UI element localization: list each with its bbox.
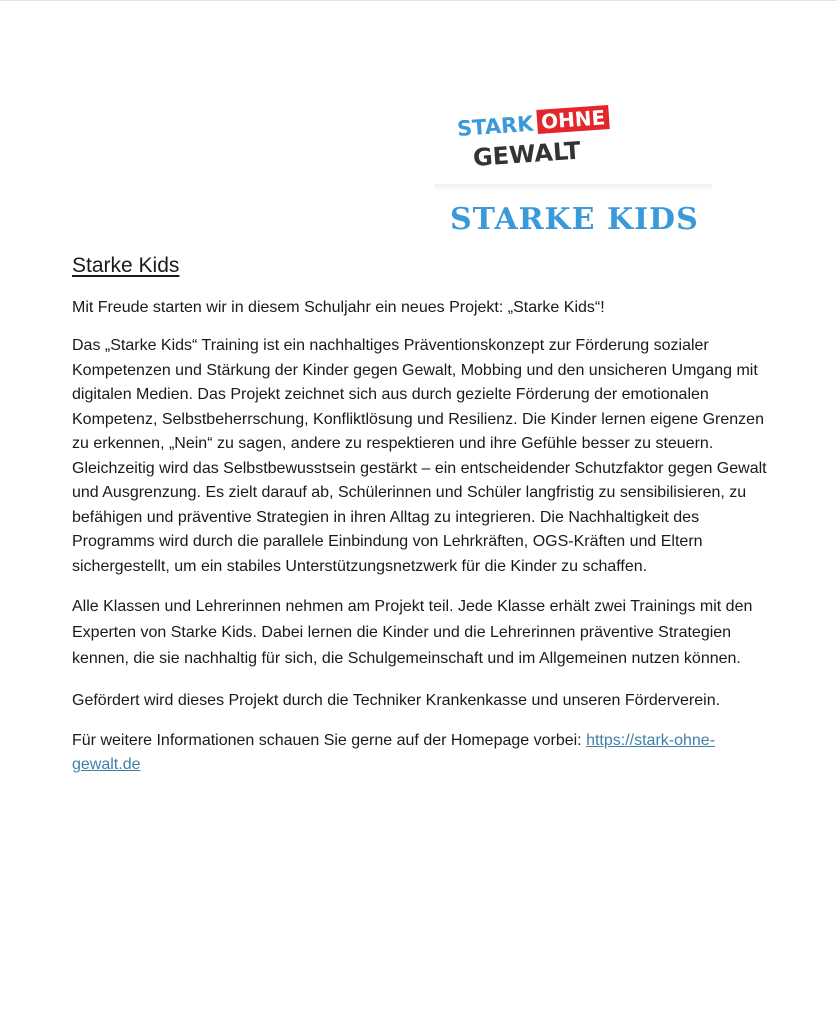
intro-paragraph: Mit Freude starten wir in diesem Schuljahr ein neues Projekt: „Starke Kids“! <box>72 299 605 316</box>
page-top-border <box>0 0 837 1</box>
info-text: Für weitere Informationen schauen Sie gerne auf der Homepage vorbei: <box>72 731 587 749</box>
document-body <box>72 296 772 778</box>
homepage-link[interactable]: https://stark-ohne-gewalt.de <box>72 731 716 773</box>
info-paragraph <box>72 729 772 778</box>
classes-paragraph: Alle Klassen und Lehrerinnen nehmen am Projekt teil. Jede Klasse erhält zwei Trainings mit den Experten von Starke Kids. Dabei lernen die Kinder und die Lehrerinnen präventive Strategien kennen, die sie nachhaltig für sich, die Schulgemeinschaft und im Allgemeinen nutzen können. <box>72 598 753 667</box>
logo-word-gewalt: GEWALT <box>472 136 582 172</box>
logo-word-ohne: OHNE <box>536 105 610 134</box>
logo-top-line <box>456 105 610 142</box>
funding-paragraph: Gefördert wird dieses Projekt durch die Techniker Krankenkasse und unseren Förderverein. <box>72 692 721 709</box>
stark-ohne-gewalt-logo <box>434 105 714 245</box>
logo-word-stark: STARK <box>456 111 535 142</box>
logo-subtitle-starke-kids: STARKE KIDS <box>450 202 699 237</box>
page-title: Starke Kids <box>72 254 180 277</box>
program-description-paragraph: Das „Starke Kids“ Training ist ein nachhaltiges Präventionskonzept zur Förderung sozialer Kompetenzen und Stärkung der Kinder gegen Gewalt, Mobbing und den unsicheren Umgang mit digitalen Medien. Das Projekt zeichnet sich aus durch gezielte Förderung der emotionalen Kompetenz, Selbstbeherrschung, Konfliktlösung und Resilienz. Die Kinder lernen eigene Grenzen zu erkennen, „Nein“ zu sagen, andere zu respektieren und ihre Gefühle besser zu steuern. Gleichzeitig wird das Selbstbewusstsein gestärkt – ein entscheidender Schutzfaktor gegen Gewalt und Ausgrenzung. Es zielt darauf ab, Schülerinnen und Schüler langfristig zu sensibilisieren, zu befähigen und präventive Strategien in ihren Alltag zu integrieren. Die Nachhaltigkeit des Programms wird durch die parallele Einbindung von Lehrkräften, OGS-Kräften und Eltern sichergestellt, um ein stabiles Unterstützungsnetzwerk für die Kinder zu schaffen. <box>72 337 767 575</box>
logo-divider <box>434 184 712 192</box>
